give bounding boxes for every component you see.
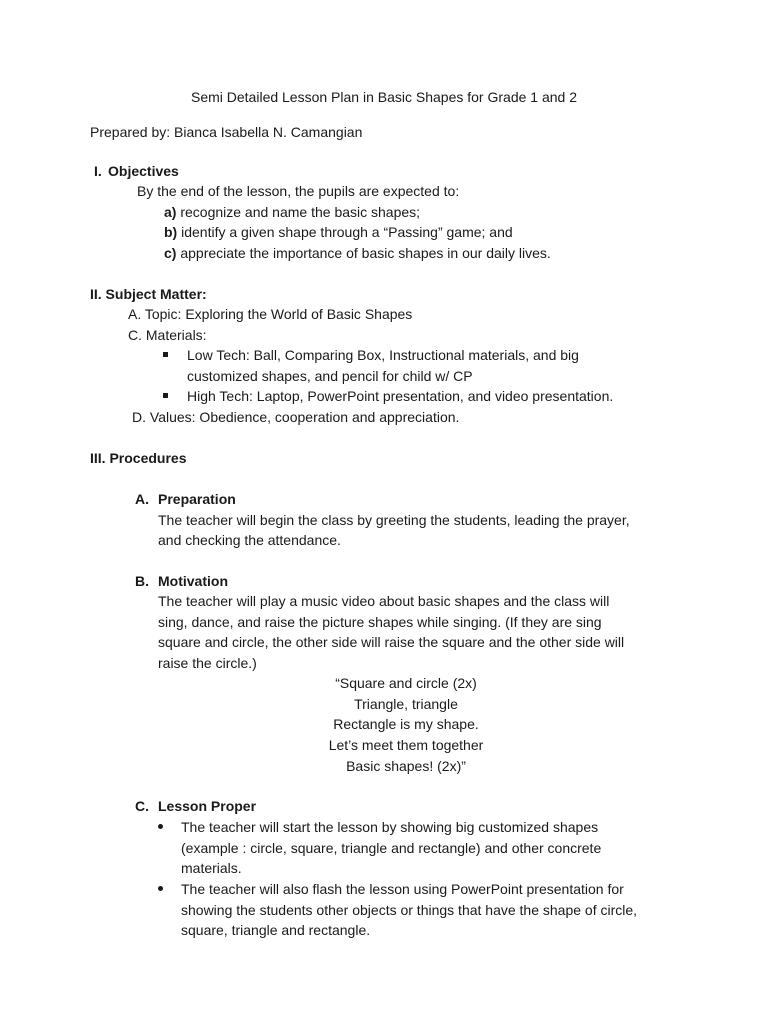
song-line: Basic shapes! (2x)”: [346, 758, 466, 774]
objectives-number: I.: [94, 163, 102, 179]
objective-item: [164, 202, 420, 223]
lesson-proper-line: materials.: [181, 860, 242, 876]
lesson-proper-line: showing the students other objects or things that have the shape of circle,: [181, 902, 638, 918]
square-bullet-icon: [163, 352, 168, 357]
lesson-proper-line: The teacher will also flash the lesson using PowerPoint presentation for: [181, 881, 624, 897]
objective-item: [164, 222, 513, 243]
motivation-heading: Motivation: [158, 573, 228, 589]
preparation-line: and checking the attendance.: [158, 532, 341, 548]
lesson-proper-heading: Lesson Proper: [158, 798, 257, 814]
objective-letter: b): [164, 224, 178, 240]
objective-item: [164, 243, 551, 264]
square-bullet-icon: [163, 393, 168, 398]
objective-text: recognize and name the basic shapes;: [180, 204, 421, 220]
motivation-line: The teacher will play a music video about basic shapes and the class will: [158, 593, 610, 609]
objectives-intro: By the end of the lesson, the pupils are expected to:: [137, 183, 460, 199]
bullet-dot-icon: [158, 886, 163, 891]
materials-line: Low Tech: Ball, Comparing Box, Instructional materials, and big: [187, 347, 579, 363]
objective-text: identify a given shape through a “Passing” game; and: [181, 224, 513, 240]
lesson-proper-line: (example : circle, square, triangle and rectangle) and other concrete: [181, 840, 602, 856]
topic-line: A. Topic: Exploring the World of Basic Shapes: [128, 306, 413, 322]
lesson-proper-line: The teacher will start the lesson by showing big customized shapes: [181, 819, 599, 835]
song-line: Rectangle is my shape.: [333, 716, 479, 732]
materials-line: customized shapes, and pencil for child w/ CP: [187, 368, 473, 384]
objective-letter: a): [164, 204, 177, 220]
preparation-letter: A.: [135, 491, 149, 507]
motivation-letter: B.: [135, 573, 149, 589]
procedures-heading: III. Procedures: [90, 450, 187, 466]
song-line: “Square and circle (2x): [335, 675, 477, 691]
values-line: D. Values: Obedience, cooperation and appreciation.: [132, 409, 460, 425]
motivation-line: raise the circle.): [158, 655, 257, 671]
prepared-by: Prepared by: Bianca Isabella N. Camangian: [90, 124, 363, 140]
motivation-line: square and circle, the other side will raise the square and the other side will: [158, 634, 625, 650]
lesson-proper-letter: C.: [135, 798, 149, 814]
song-line: Let’s meet them together: [328, 737, 484, 753]
song-line: Triangle, triangle: [354, 696, 458, 712]
materials-line: High Tech: Laptop, PowerPoint presentation, and video presentation.: [187, 388, 614, 404]
preparation-line: The teacher will begin the class by greeting the students, leading the prayer,: [158, 512, 630, 528]
lesson-proper-line: square, triangle and rectangle.: [181, 922, 371, 938]
objective-letter: c): [164, 245, 177, 261]
preparation-heading: Preparation: [158, 491, 236, 507]
subject-matter-heading: II. Subject Matter:: [90, 286, 207, 302]
bullet-dot-icon: [158, 824, 163, 829]
materials-label: C. Materials:: [128, 327, 207, 343]
document-title: Semi Detailed Lesson Plan in Basic Shapes for Grade 1 and 2: [190, 89, 577, 105]
motivation-line: sing, dance, and raise the picture shapes while singing. (If they are sing: [158, 614, 602, 630]
objective-text: appreciate the importance of basic shapes in our daily lives.: [180, 245, 551, 261]
objectives-heading: Objectives: [108, 163, 179, 179]
